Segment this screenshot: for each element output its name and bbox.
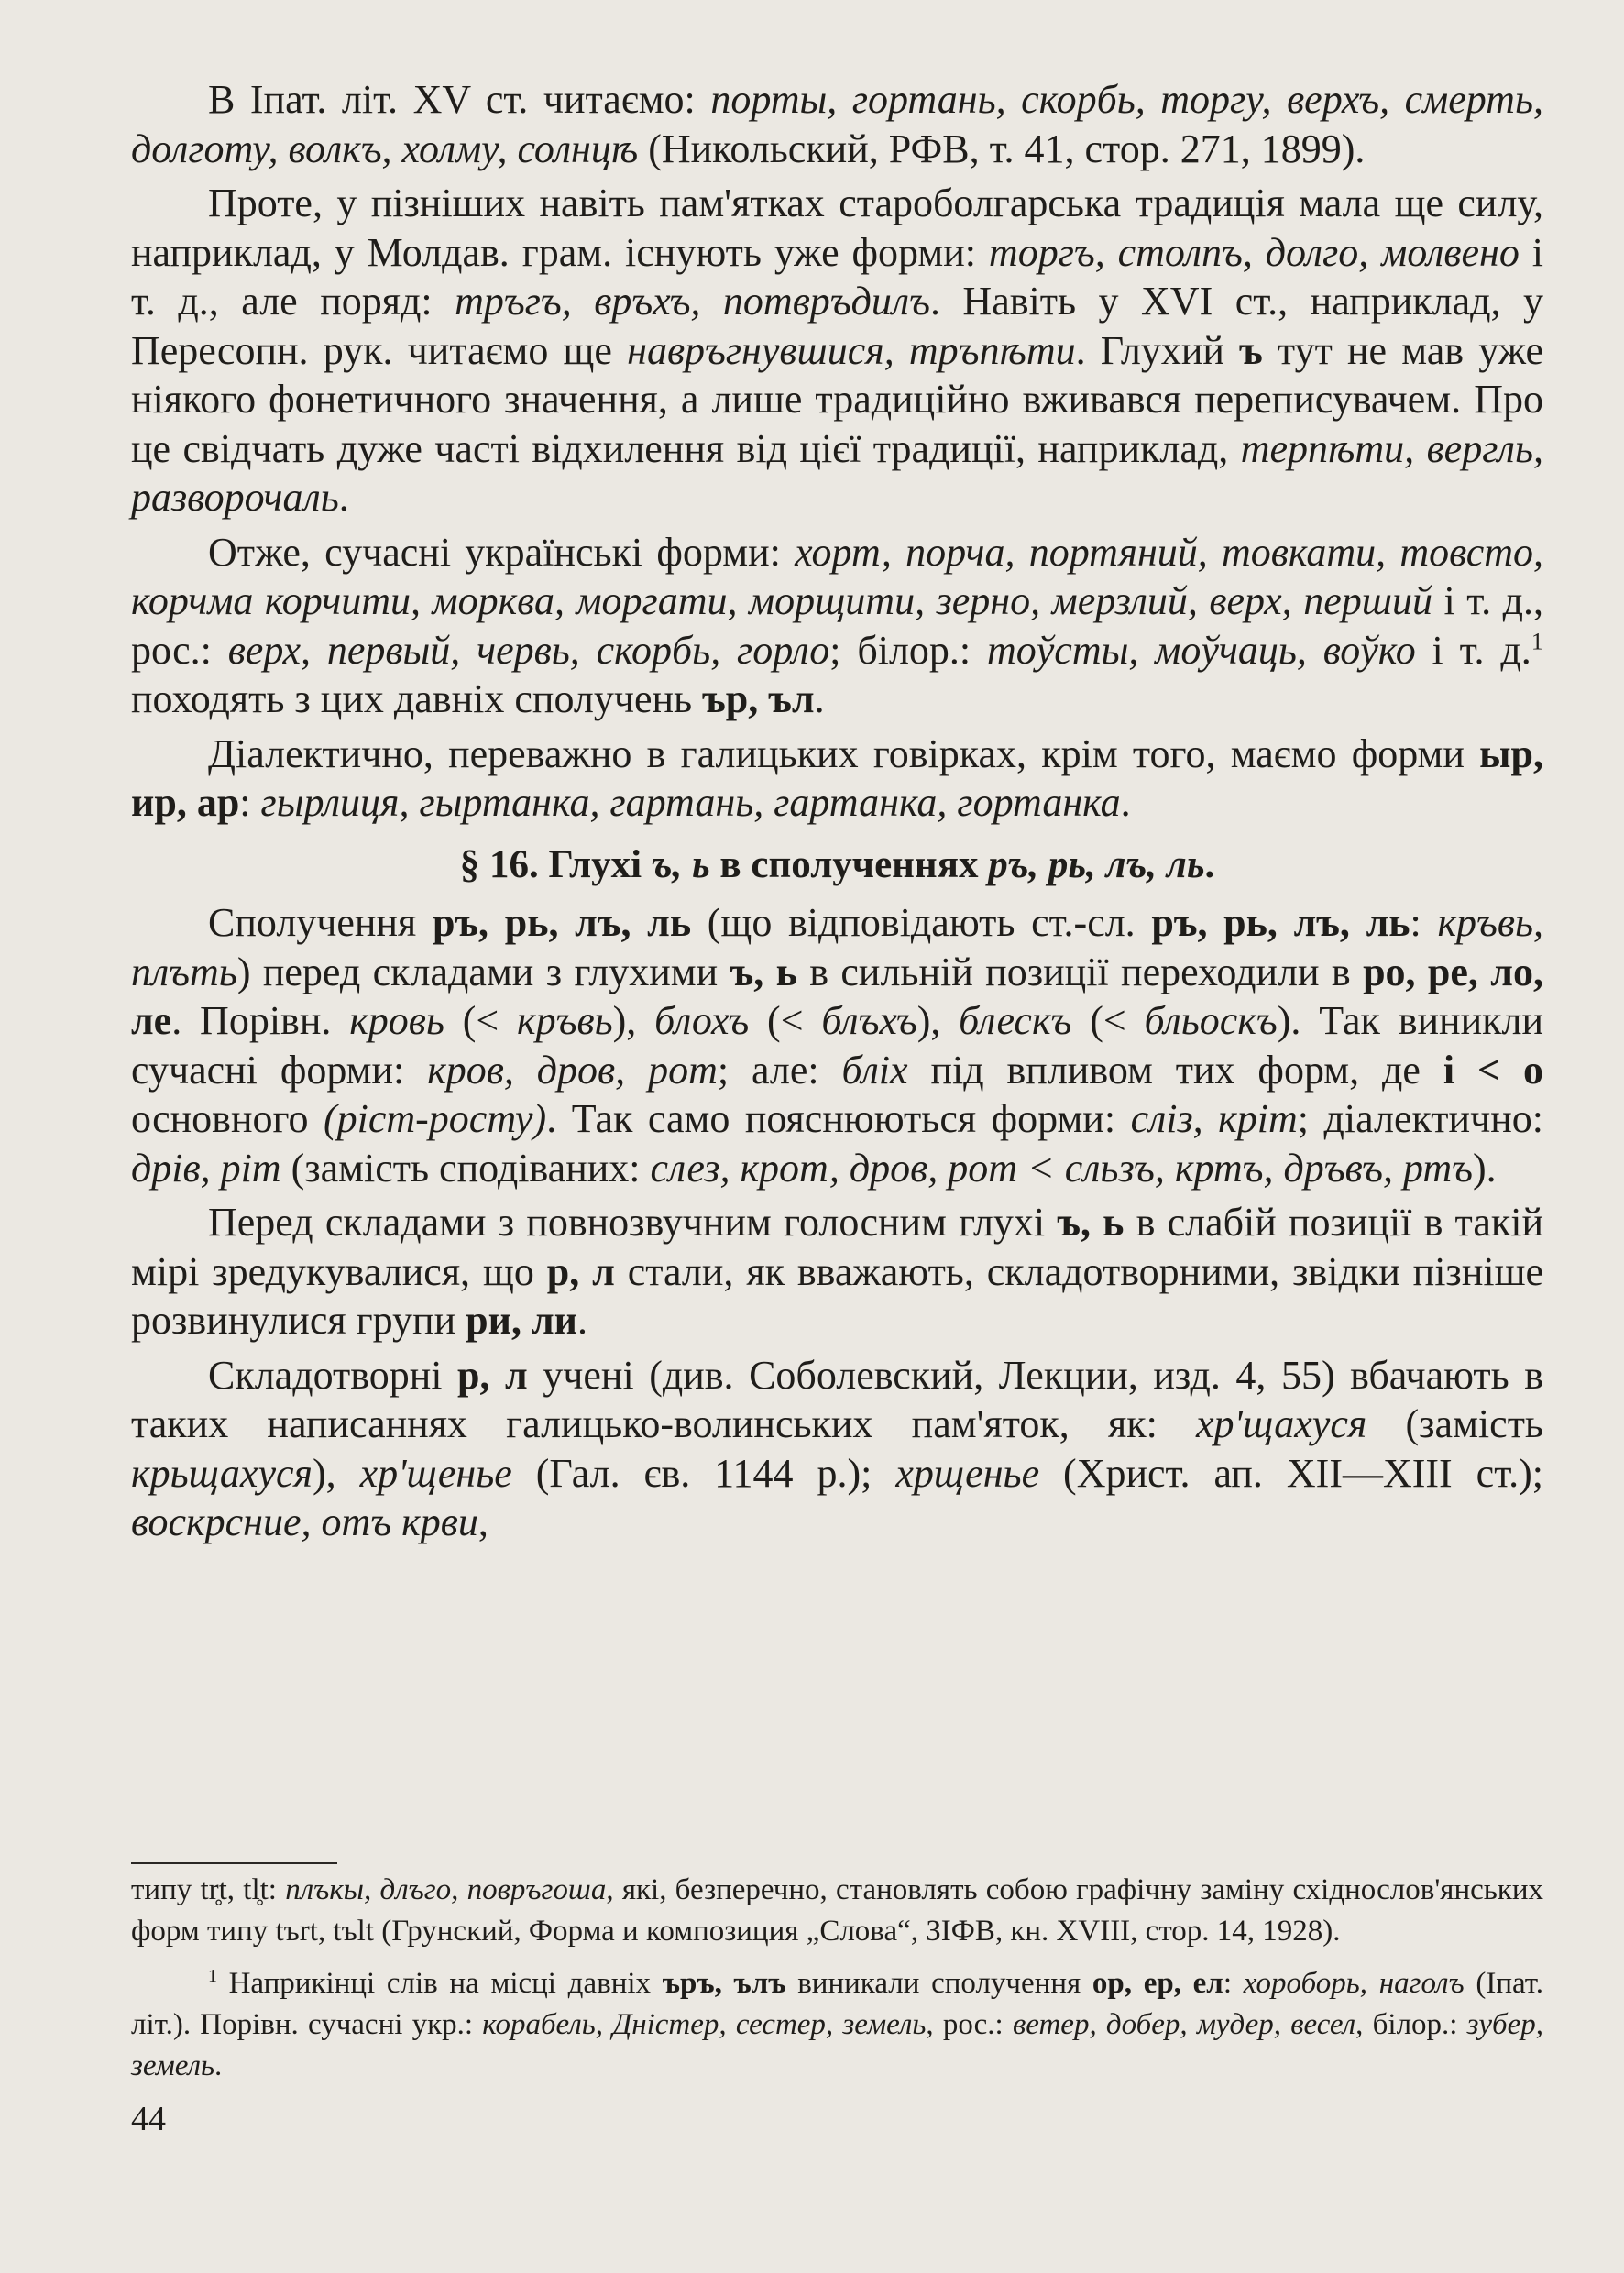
text-run: в слабій позиції в такій мірі зредукувалися, що (131, 1200, 1543, 1294)
bold-term: ър, ъл (702, 676, 815, 721)
italic-example: воскрсние, отъ крви (131, 1499, 478, 1544)
text-run: . (1204, 842, 1215, 886)
text-run: : (239, 780, 261, 825)
bold-term: ръ, рь, лъ, ль (432, 900, 692, 945)
text-run: в сильній позиції переходили в (796, 949, 1364, 994)
bold-term: і < о (1443, 1047, 1544, 1093)
bold-term: ъръ, ълъ (662, 1967, 786, 2000)
text-run: (< (1071, 998, 1145, 1043)
text-run: Перед складами з повнозвучним голосним глухі (208, 1200, 1058, 1245)
text-run: стали, як вважають, складотворними, звідки пізніше розвинулися групи (131, 1248, 1543, 1343)
italic-example: навръгнувшися, тръпѣти (627, 327, 1076, 373)
text-run: . Так само пояснюються форми: (546, 1096, 1131, 1141)
italic-example: блохъ (654, 998, 750, 1043)
text-run: ). Так виникли сучасні форми: (131, 998, 1544, 1093)
italic-example: гырлиця, гыртанка, гартань, гартанка, гортанка (260, 780, 1121, 825)
italic-example: ръ, рь, лъ, ль (988, 842, 1205, 886)
section-heading (131, 840, 1543, 890)
text-run: ; діалектично: (1297, 1096, 1543, 1141)
text-run: Діалектично, переважно в галицьких говірках, крім того, маємо форми (208, 730, 1480, 776)
italic-example: хорт, порча, портяний, товкати, товсто, корчма корчити, морква, моргати, морщити, зерно, мерзлий, верх, перший (131, 529, 1543, 623)
text-run: (Гал. єв. 1144 р.); (511, 1450, 896, 1496)
text-run: ). (1472, 1145, 1497, 1191)
text-run: Наприкінці слів на місці давніх (216, 1967, 663, 2000)
text-run: . (577, 1298, 588, 1343)
body-paragraph (131, 75, 1543, 173)
italic-example: крьщахуся (131, 1450, 313, 1496)
italic-example: блъхъ (821, 998, 917, 1043)
bold-term: ъ (1239, 327, 1263, 373)
text-run: ) перед складами з глухими (236, 949, 730, 994)
text-run: , білор.: (1355, 2008, 1467, 2041)
italic-example: порты, гортань, скорбь, торгу, верхъ, смерть, долготу, волкъ, холму, солнцѣ (131, 77, 1543, 171)
text-run: (Никольский, РФВ, т. 41, стор. 271, 1899). (638, 126, 1366, 171)
text-run: (< (749, 998, 822, 1043)
italic-example: хр'щенье (359, 1450, 512, 1496)
italic-example: бліх (841, 1047, 908, 1093)
footnote-paragraph (131, 1870, 1543, 1952)
text-run: ), (312, 1450, 360, 1496)
bold-term: р, л (546, 1248, 615, 1294)
italic-example: ъ, ь (651, 842, 710, 886)
footnotes (131, 1870, 1543, 2087)
italic-example: бльоскъ (1144, 998, 1278, 1043)
body-paragraph (131, 1198, 1543, 1345)
text-run: (Христ. ап. XII—XIII ст.); (1039, 1450, 1543, 1496)
body-paragraph (131, 898, 1543, 1192)
italic-example: ветер, добер, мудер, весел (1012, 2008, 1356, 2041)
italic-example: дрів, ріт (131, 1145, 281, 1191)
text-run: Проте, у пізніших навіть пам'ятках староболгарська традиція мала ще силу, наприклад, у Молдав. грам. існують уже форми: (131, 181, 1543, 275)
italic-example: хороборь, наголъ (1243, 1967, 1465, 2000)
footnote-rule (131, 1862, 337, 1864)
text-run: виникали сполучення (785, 1967, 1092, 2000)
bold-term: ро, ре, ло, ле (131, 949, 1543, 1043)
main-text (131, 75, 1543, 1547)
text-run: . (214, 2049, 223, 2082)
text-run: ), (916, 998, 960, 1043)
italic-example: кров, дров, рот (427, 1047, 718, 1093)
text-run: (< (444, 998, 518, 1043)
text-run: ), (612, 998, 655, 1043)
bold-term: ъ, ь (730, 949, 797, 994)
text-run: , рос.: (926, 2008, 1013, 2041)
italic-example: сліз, кріт (1130, 1096, 1298, 1141)
text-run: і т. д. (1415, 627, 1531, 673)
text-run: походять з цих давніх сполучень (131, 676, 703, 721)
text-run: . (338, 475, 349, 520)
italic-example: (ріст-росту) (323, 1096, 547, 1141)
footnote-paragraph (131, 1963, 1543, 2087)
text-run: учені (див. Соболевский, Лекции, изд. 4, 55) вбачають в таких написаннях галицько-волинських пам'яток, як: (131, 1352, 1544, 1446)
italic-example: терпѣти, вергль, разворочаль (131, 425, 1543, 520)
italic-example: хр'щахуся (1196, 1401, 1367, 1446)
page-number: 44 (131, 2100, 166, 2138)
italic-example: тоўсты, моўчаць, воўко (987, 627, 1416, 673)
body-paragraph (131, 179, 1543, 522)
text-run: В Іпат. літ. XV ст. читаємо: (208, 77, 711, 122)
text-run: § 16. Глухі (459, 842, 652, 886)
italic-example: тръгъ, връхъ, потвръдилъ (455, 279, 930, 324)
body-paragraph (131, 1351, 1543, 1547)
italic-example: верх, первый, червь, скорбь, горло (227, 627, 830, 673)
text-run: . Навіть у XVI ст., наприклад, у Пересопн. рук. читаємо ще (131, 279, 1544, 373)
bold-term: ри, ли (466, 1298, 578, 1343)
italic-example: корабель, Дністер, сестер, земель (482, 2008, 927, 2041)
text-run: тут не мав уже ніякого фонетичного значення, а лише традиційно вживався переписувачем. Про це свідчать дуже часті відхилення від цієї традиції, наприклад, (131, 327, 1543, 471)
body-paragraph (131, 730, 1543, 828)
italic-example: хрщенье (895, 1450, 1040, 1496)
italic-example: кровь (349, 998, 444, 1043)
text-run: (Іпат. літ.). Порівн. сучасні укр.: (131, 1967, 1543, 2041)
italic-example: кръвь (517, 998, 613, 1043)
text-run: основного (131, 1096, 324, 1141)
text-run: . Порівн. (171, 998, 350, 1043)
italic-example: блескъ (959, 998, 1072, 1043)
italic-example: кръвь, плъть (131, 900, 1543, 994)
text-run: Сполучення (208, 900, 433, 945)
body-paragraph (131, 528, 1543, 724)
text-run: . (1120, 780, 1131, 825)
footnote-marker: 1 (1531, 626, 1543, 654)
text-run: . Глухий (1075, 327, 1240, 373)
text-run: типу tr̥t, tl̥t: (131, 1873, 286, 1906)
footnote-marker: 1 (208, 1966, 217, 1986)
text-run: (замість сподіваних: (280, 1145, 651, 1191)
text-run: ; але: (717, 1047, 842, 1093)
text-run: ; білор.: (829, 627, 987, 673)
bold-term: ор, ер, ел (1092, 1967, 1223, 2000)
italic-example: слез, крот, дров, рот < сльзъ, кртъ, дръвъ, ртъ (650, 1145, 1473, 1191)
bold-term: ыр, ир, ар (131, 730, 1543, 825)
text-run: Складотворні (208, 1352, 458, 1398)
italic-example: зубер, земель (131, 2008, 1543, 2082)
italic-example: плъкы, длъго, повръгоша (285, 1873, 607, 1906)
text-run: , які, безперечно, становлять собою графічну заміну східнослов'янських форм типу tъrt, tъlt (Грунский, Форма и композиция „Слова“, ЗІФВ, кн. XVIII, стор. 14, 1928). (131, 1873, 1543, 1948)
text-run: , (477, 1499, 488, 1544)
text-run: Отже, сучасні українські форми: (208, 529, 796, 575)
text-run: . (814, 676, 825, 721)
bold-term: ъ, ь (1057, 1200, 1125, 1245)
bold-term: ръ, рь, лъ, ль (1151, 900, 1410, 945)
italic-example: торгъ, столпъ, долго, молвено (988, 229, 1520, 275)
text-run: і т. д., рос.: (131, 578, 1544, 673)
text-run: в сполученнях (709, 842, 989, 886)
text-run: (що відповідають ст.-сл. (691, 900, 1152, 945)
bold-term: р, л (457, 1352, 528, 1398)
text-run: під впливом тих форм, де (907, 1047, 1443, 1093)
text-run: : (1410, 900, 1438, 945)
text-run: (замість (1366, 1401, 1543, 1446)
text-run: : (1223, 1967, 1244, 2000)
text-run: і т. д., але поряд: (131, 229, 1543, 324)
